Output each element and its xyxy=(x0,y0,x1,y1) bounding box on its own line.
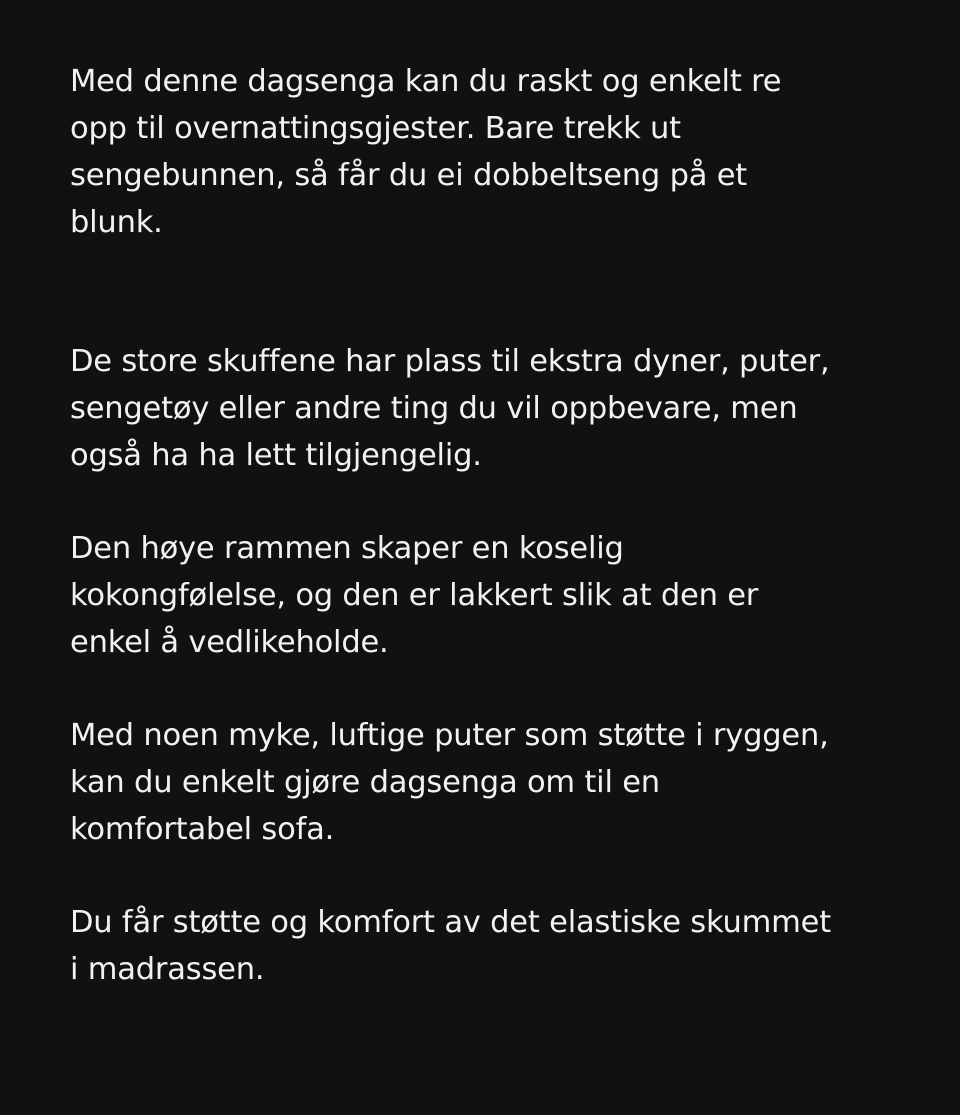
description-paragraph-frame: Den høye rammen skaper en koselig kokongfølelse, og den er lakkert slik at den er enkel å vedlikeholde. xyxy=(70,531,759,660)
description-paragraph-drawers: De store skuffene har plass til ekstra dyner, puter, sengetøy eller andre ting du vil oppbevare, men også ha ha lett tilgjengelig. xyxy=(70,344,830,473)
description-paragraph-sofa: Med noen myke, luftige puter som støtte i ryggen, kan du enkelt gjøre dagsenga om til en komfortabel sofa. xyxy=(70,718,829,847)
description-paragraph-daybed: Med denne dagsenga kan du raskt og enkelt re opp til overnattingsgjester. Bare trekk ut sengebunnen, så får du ei dobbeltseng på et blunk. xyxy=(70,64,782,240)
description-paragraph-mattress: Du får støtte og komfort av det elastiske skummet i madrassen. xyxy=(70,905,831,987)
